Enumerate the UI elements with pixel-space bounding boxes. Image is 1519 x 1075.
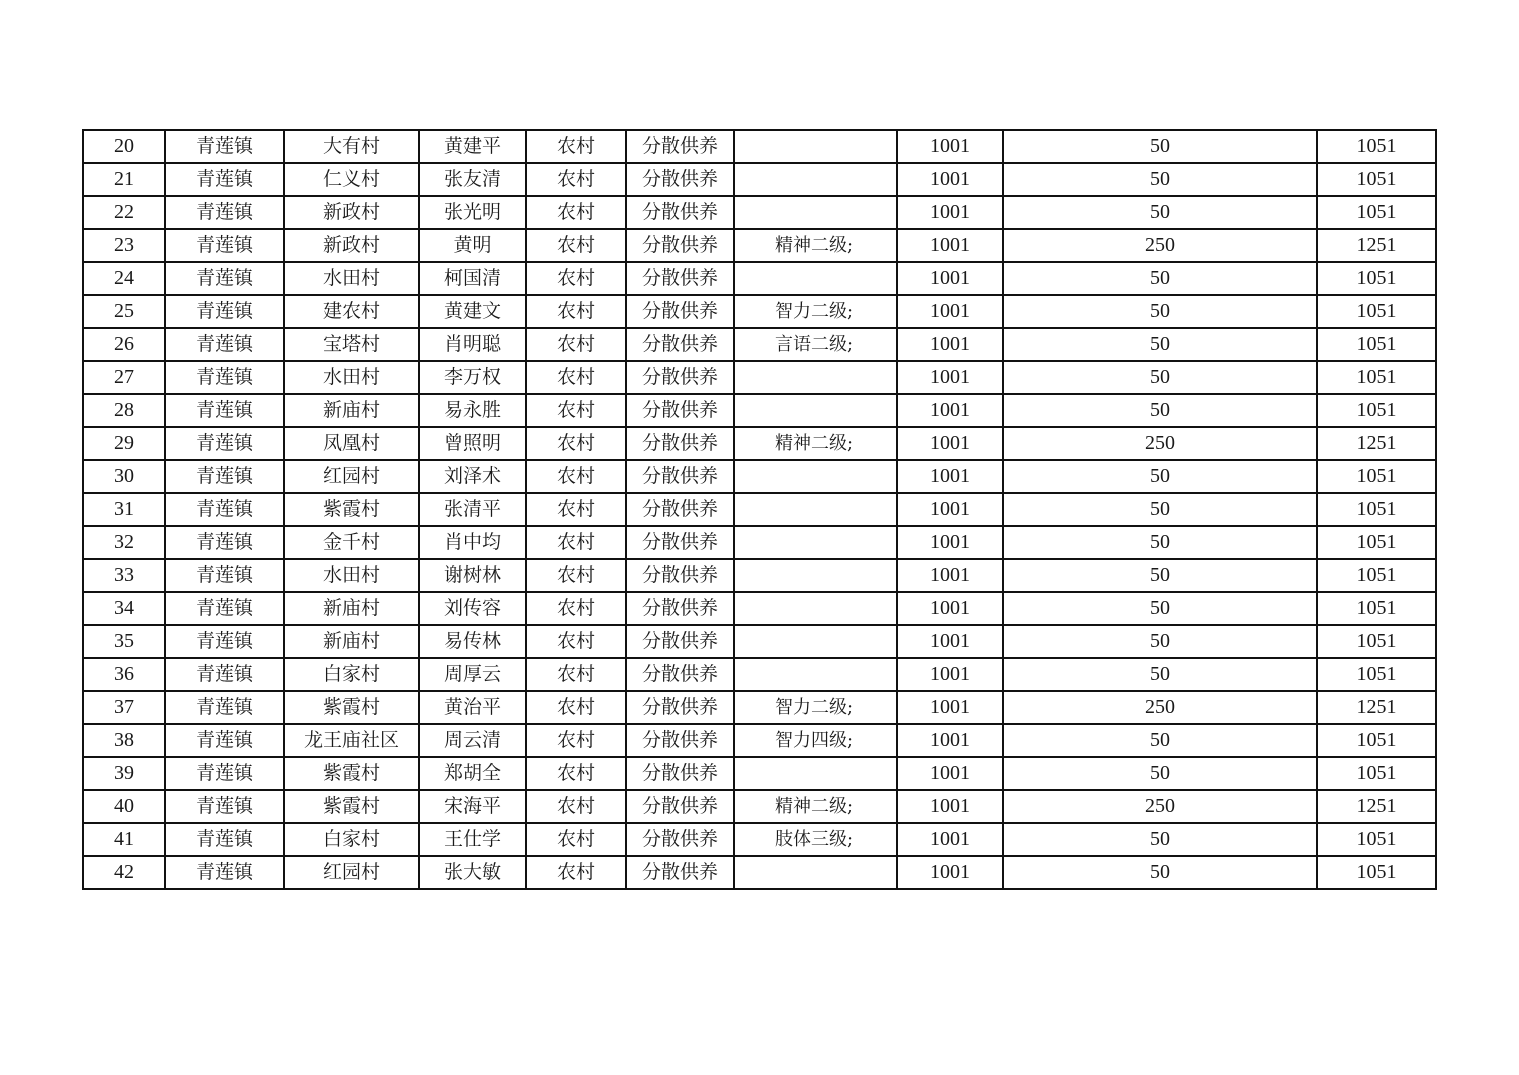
cell-disability-level [734,592,897,625]
cell-subsidy-amount: 50 [1003,295,1317,328]
cell-name: 谢树林 [419,559,526,592]
cell-disability-level [734,658,897,691]
cell-village: 白家村 [284,823,419,856]
cell-village: 水田村 [284,361,419,394]
cell-serial-number: 23 [83,229,165,262]
cell-base-amount: 1001 [897,724,1003,757]
cell-village: 新政村 [284,196,419,229]
cell-serial-number: 30 [83,460,165,493]
table-row [83,625,1436,658]
cell-base-amount: 1001 [897,163,1003,196]
cell-town: 青莲镇 [165,163,284,196]
cell-total-amount: 1051 [1317,757,1436,790]
cell-area-type: 农村 [526,262,626,295]
cell-town: 青莲镇 [165,724,284,757]
table-row [83,262,1436,295]
cell-village: 金千村 [284,526,419,559]
cell-serial-number: 37 [83,691,165,724]
cell-serial-number: 41 [83,823,165,856]
cell-serial-number: 28 [83,394,165,427]
cell-subsidy-amount: 250 [1003,691,1317,724]
cell-support-type: 分散供养 [626,856,734,889]
cell-name: 曾照明 [419,427,526,460]
cell-base-amount: 1001 [897,130,1003,163]
cell-total-amount: 1051 [1317,328,1436,361]
cell-base-amount: 1001 [897,295,1003,328]
cell-town: 青莲镇 [165,691,284,724]
cell-total-amount: 1051 [1317,130,1436,163]
cell-area-type: 农村 [526,229,626,262]
cell-town: 青莲镇 [165,229,284,262]
cell-support-type: 分散供养 [626,163,734,196]
cell-town: 青莲镇 [165,394,284,427]
cell-base-amount: 1001 [897,526,1003,559]
cell-disability-level [734,460,897,493]
cell-disability-level [734,196,897,229]
cell-base-amount: 1001 [897,691,1003,724]
cell-base-amount: 1001 [897,856,1003,889]
cell-base-amount: 1001 [897,658,1003,691]
cell-name: 张清平 [419,493,526,526]
cell-base-amount: 1001 [897,625,1003,658]
table-row [83,163,1436,196]
cell-disability-level [734,394,897,427]
cell-village: 水田村 [284,559,419,592]
cell-village: 红园村 [284,856,419,889]
cell-serial-number: 36 [83,658,165,691]
cell-base-amount: 1001 [897,757,1003,790]
cell-area-type: 农村 [526,295,626,328]
cell-town: 青莲镇 [165,757,284,790]
cell-town: 青莲镇 [165,856,284,889]
cell-area-type: 农村 [526,526,626,559]
cell-serial-number: 40 [83,790,165,823]
cell-name: 黄建文 [419,295,526,328]
cell-town: 青莲镇 [165,625,284,658]
cell-support-type: 分散供养 [626,526,734,559]
table-row [83,691,1436,724]
cell-village: 水田村 [284,262,419,295]
cell-subsidy-amount: 250 [1003,427,1317,460]
cell-subsidy-amount: 50 [1003,394,1317,427]
cell-subsidy-amount: 250 [1003,790,1317,823]
cell-town: 青莲镇 [165,493,284,526]
table-row [83,724,1436,757]
cell-name: 周云清 [419,724,526,757]
cell-disability-level: 精神二级; [734,229,897,262]
cell-village: 凤凰村 [284,427,419,460]
cell-area-type: 农村 [526,493,626,526]
cell-serial-number: 21 [83,163,165,196]
cell-total-amount: 1051 [1317,559,1436,592]
cell-subsidy-amount: 50 [1003,592,1317,625]
cell-support-type: 分散供养 [626,394,734,427]
cell-town: 青莲镇 [165,262,284,295]
cell-name: 易传林 [419,625,526,658]
cell-name: 张大敏 [419,856,526,889]
table-row [83,460,1436,493]
cell-serial-number: 39 [83,757,165,790]
cell-name: 易永胜 [419,394,526,427]
table-row [83,229,1436,262]
cell-support-type: 分散供养 [626,130,734,163]
cell-disability-level [734,526,897,559]
cell-subsidy-amount: 50 [1003,196,1317,229]
cell-serial-number: 38 [83,724,165,757]
cell-total-amount: 1251 [1317,427,1436,460]
cell-support-type: 分散供养 [626,196,734,229]
cell-area-type: 农村 [526,691,626,724]
cell-subsidy-amount: 50 [1003,493,1317,526]
cell-support-type: 分散供养 [626,691,734,724]
cell-support-type: 分散供养 [626,823,734,856]
cell-village: 大有村 [284,130,419,163]
cell-base-amount: 1001 [897,361,1003,394]
cell-town: 青莲镇 [165,196,284,229]
cell-area-type: 农村 [526,592,626,625]
cell-town: 青莲镇 [165,526,284,559]
cell-serial-number: 27 [83,361,165,394]
cell-name: 张光明 [419,196,526,229]
cell-total-amount: 1251 [1317,691,1436,724]
cell-area-type: 农村 [526,856,626,889]
cell-subsidy-amount: 50 [1003,262,1317,295]
cell-serial-number: 32 [83,526,165,559]
table-row [83,328,1436,361]
table-row [83,790,1436,823]
cell-town: 青莲镇 [165,559,284,592]
cell-subsidy-amount: 50 [1003,856,1317,889]
cell-name: 郑胡全 [419,757,526,790]
cell-village: 宝塔村 [284,328,419,361]
table-row [83,427,1436,460]
cell-base-amount: 1001 [897,592,1003,625]
cell-total-amount: 1051 [1317,658,1436,691]
table-row [83,361,1436,394]
cell-village: 紫霞村 [284,691,419,724]
table-row [83,592,1436,625]
cell-village: 新庙村 [284,592,419,625]
cell-subsidy-amount: 50 [1003,625,1317,658]
cell-town: 青莲镇 [165,790,284,823]
cell-subsidy-amount: 250 [1003,229,1317,262]
cell-base-amount: 1001 [897,790,1003,823]
cell-support-type: 分散供养 [626,361,734,394]
cell-area-type: 农村 [526,394,626,427]
cell-village: 紫霞村 [284,493,419,526]
cell-village: 紫霞村 [284,757,419,790]
cell-total-amount: 1051 [1317,262,1436,295]
cell-subsidy-amount: 50 [1003,559,1317,592]
cell-area-type: 农村 [526,196,626,229]
cell-base-amount: 1001 [897,262,1003,295]
cell-town: 青莲镇 [165,361,284,394]
table-row [83,658,1436,691]
cell-village: 新政村 [284,229,419,262]
cell-village: 新庙村 [284,394,419,427]
cell-total-amount: 1051 [1317,163,1436,196]
cell-area-type: 农村 [526,724,626,757]
cell-disability-level: 智力二级; [734,295,897,328]
table-body [83,130,1436,889]
cell-area-type: 农村 [526,757,626,790]
table-row [83,295,1436,328]
cell-serial-number: 29 [83,427,165,460]
cell-subsidy-amount: 50 [1003,823,1317,856]
cell-disability-level [734,856,897,889]
cell-subsidy-amount: 50 [1003,361,1317,394]
cell-support-type: 分散供养 [626,295,734,328]
cell-total-amount: 1051 [1317,493,1436,526]
cell-base-amount: 1001 [897,427,1003,460]
cell-town: 青莲镇 [165,592,284,625]
cell-subsidy-amount: 50 [1003,163,1317,196]
cell-serial-number: 31 [83,493,165,526]
cell-town: 青莲镇 [165,658,284,691]
cell-town: 青莲镇 [165,427,284,460]
cell-serial-number: 25 [83,295,165,328]
cell-total-amount: 1051 [1317,724,1436,757]
table-row [83,757,1436,790]
cell-disability-level [734,625,897,658]
cell-base-amount: 1001 [897,493,1003,526]
cell-village: 新庙村 [284,625,419,658]
cell-base-amount: 1001 [897,196,1003,229]
cell-area-type: 农村 [526,460,626,493]
cell-area-type: 农村 [526,427,626,460]
cell-disability-level [734,757,897,790]
cell-disability-level [734,559,897,592]
cell-support-type: 分散供养 [626,460,734,493]
cell-serial-number: 22 [83,196,165,229]
cell-name: 肖中均 [419,526,526,559]
cell-disability-level: 智力四级; [734,724,897,757]
cell-name: 张友清 [419,163,526,196]
cell-serial-number: 26 [83,328,165,361]
cell-support-type: 分散供养 [626,328,734,361]
cell-area-type: 农村 [526,823,626,856]
cell-base-amount: 1001 [897,460,1003,493]
cell-subsidy-amount: 50 [1003,757,1317,790]
cell-support-type: 分散供养 [626,262,734,295]
cell-disability-level [734,493,897,526]
cell-name: 肖明聪 [419,328,526,361]
cell-support-type: 分散供养 [626,757,734,790]
table-row [83,526,1436,559]
cell-area-type: 农村 [526,658,626,691]
table-row [83,394,1436,427]
cell-subsidy-amount: 50 [1003,130,1317,163]
cell-subsidy-amount: 50 [1003,658,1317,691]
cell-name: 周厚云 [419,658,526,691]
cell-base-amount: 1001 [897,559,1003,592]
cell-total-amount: 1051 [1317,196,1436,229]
cell-total-amount: 1051 [1317,361,1436,394]
cell-village: 龙王庙社区 [284,724,419,757]
cell-area-type: 农村 [526,361,626,394]
cell-support-type: 分散供养 [626,625,734,658]
cell-area-type: 农村 [526,163,626,196]
cell-base-amount: 1001 [897,328,1003,361]
cell-total-amount: 1251 [1317,790,1436,823]
cell-subsidy-amount: 50 [1003,724,1317,757]
cell-name: 黄建平 [419,130,526,163]
cell-total-amount: 1051 [1317,526,1436,559]
cell-name: 柯国清 [419,262,526,295]
cell-area-type: 农村 [526,130,626,163]
cell-support-type: 分散供养 [626,427,734,460]
cell-support-type: 分散供养 [626,790,734,823]
cell-disability-level: 言语二级; [734,328,897,361]
cell-subsidy-amount: 50 [1003,526,1317,559]
cell-name: 宋海平 [419,790,526,823]
cell-disability-level: 精神二级; [734,790,897,823]
cell-total-amount: 1051 [1317,394,1436,427]
cell-total-amount: 1051 [1317,460,1436,493]
cell-support-type: 分散供养 [626,724,734,757]
cell-village: 紫霞村 [284,790,419,823]
cell-base-amount: 1001 [897,394,1003,427]
table-row [83,856,1436,889]
cell-name: 王仕学 [419,823,526,856]
cell-village: 仁义村 [284,163,419,196]
cell-area-type: 农村 [526,559,626,592]
cell-serial-number: 20 [83,130,165,163]
cell-subsidy-amount: 50 [1003,328,1317,361]
cell-disability-level [734,262,897,295]
cell-name: 刘传容 [419,592,526,625]
cell-support-type: 分散供养 [626,229,734,262]
cell-total-amount: 1051 [1317,592,1436,625]
cell-name: 刘泽术 [419,460,526,493]
table-row [83,130,1436,163]
table-row [83,823,1436,856]
document-page [82,129,1435,890]
cell-serial-number: 35 [83,625,165,658]
cell-serial-number: 33 [83,559,165,592]
cell-disability-level: 精神二级; [734,427,897,460]
cell-total-amount: 1051 [1317,625,1436,658]
cell-support-type: 分散供养 [626,493,734,526]
cell-disability-level: 智力二级; [734,691,897,724]
table-row [83,559,1436,592]
cell-total-amount: 1051 [1317,856,1436,889]
cell-village: 白家村 [284,658,419,691]
support-roster-table [82,129,1437,890]
table-row [83,493,1436,526]
cell-area-type: 农村 [526,328,626,361]
cell-disability-level: 肢体三级; [734,823,897,856]
cell-disability-level [734,130,897,163]
cell-town: 青莲镇 [165,823,284,856]
cell-disability-level [734,163,897,196]
table-row [83,196,1436,229]
cell-serial-number: 34 [83,592,165,625]
cell-town: 青莲镇 [165,328,284,361]
cell-base-amount: 1001 [897,229,1003,262]
cell-subsidy-amount: 50 [1003,460,1317,493]
cell-town: 青莲镇 [165,460,284,493]
cell-disability-level [734,361,897,394]
cell-area-type: 农村 [526,790,626,823]
cell-village: 建农村 [284,295,419,328]
cell-area-type: 农村 [526,625,626,658]
cell-base-amount: 1001 [897,823,1003,856]
cell-support-type: 分散供养 [626,592,734,625]
cell-town: 青莲镇 [165,130,284,163]
cell-village: 红园村 [284,460,419,493]
cell-name: 李万权 [419,361,526,394]
cell-total-amount: 1051 [1317,295,1436,328]
cell-name: 黄治平 [419,691,526,724]
cell-town: 青莲镇 [165,295,284,328]
cell-name: 黄明 [419,229,526,262]
cell-support-type: 分散供养 [626,658,734,691]
cell-total-amount: 1251 [1317,229,1436,262]
cell-serial-number: 42 [83,856,165,889]
cell-support-type: 分散供养 [626,559,734,592]
cell-total-amount: 1051 [1317,823,1436,856]
cell-serial-number: 24 [83,262,165,295]
